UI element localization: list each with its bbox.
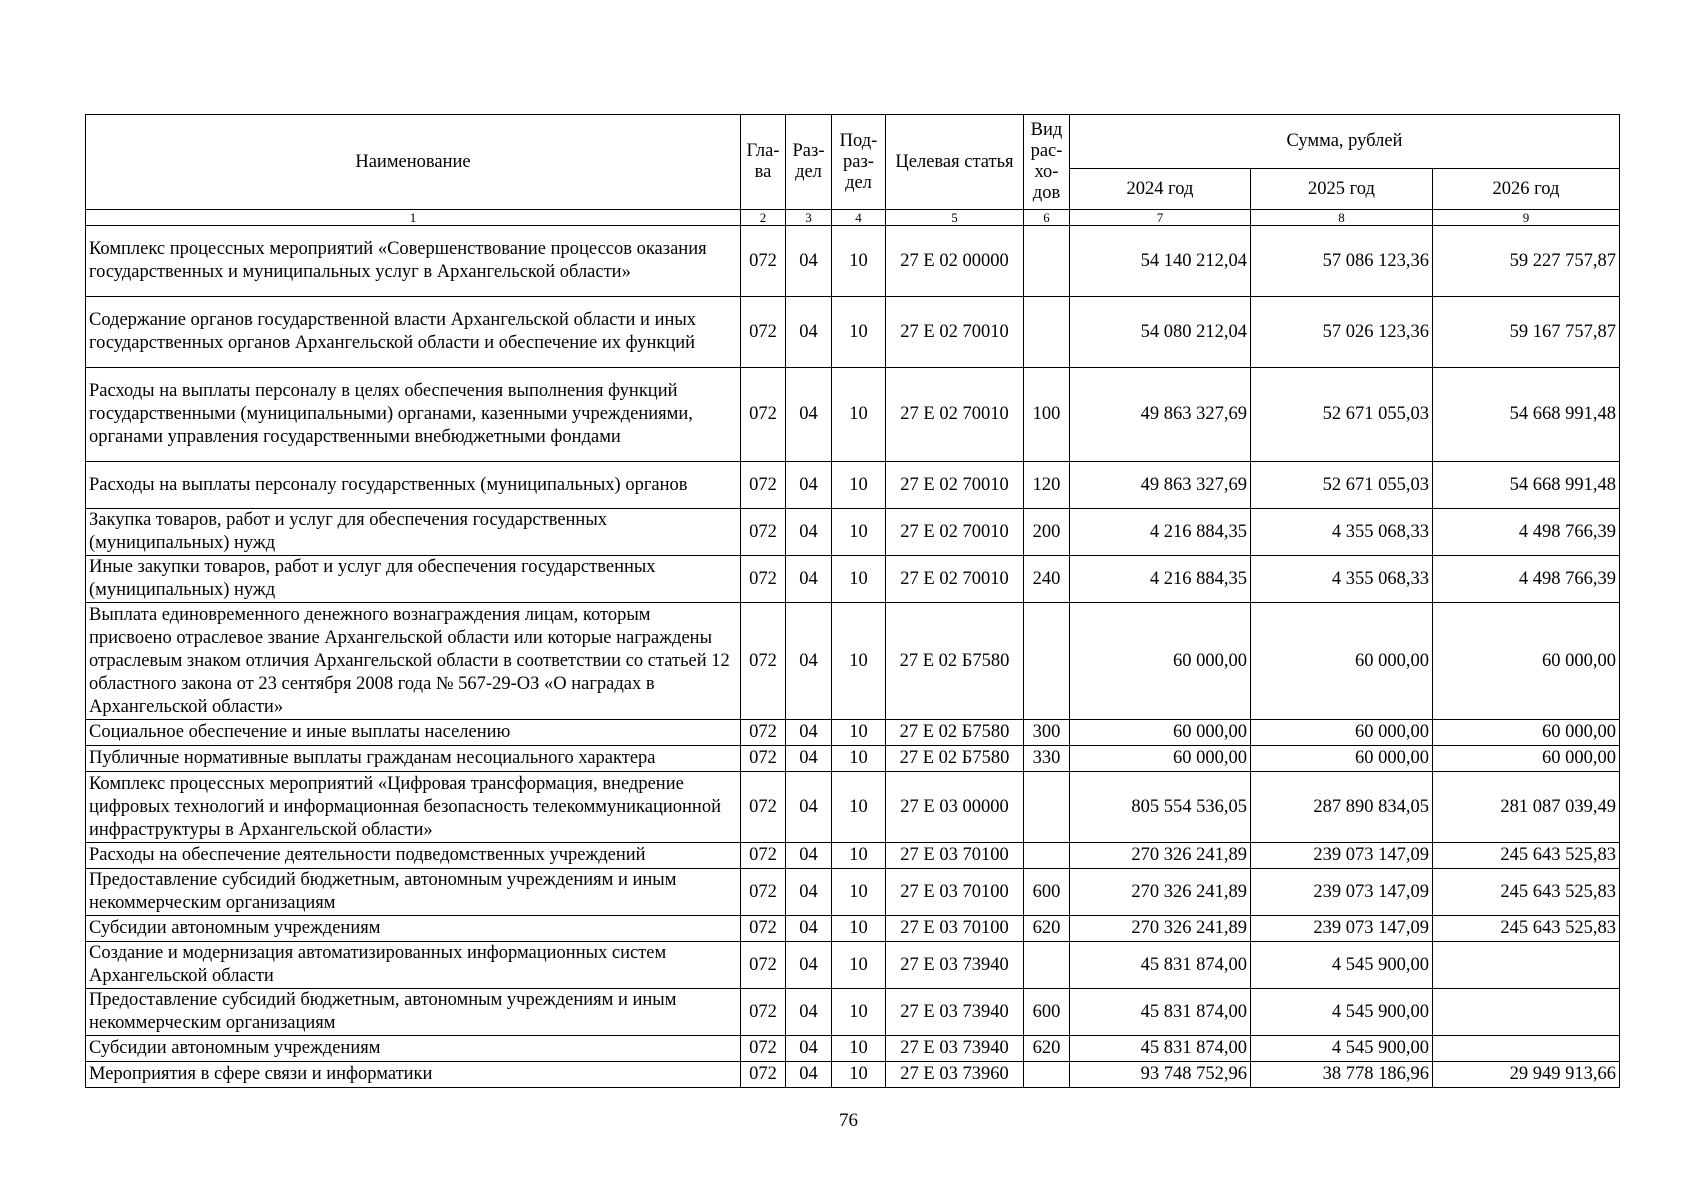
header-name: Наименование: [86, 115, 741, 210]
cell-amount-2026: 60 000,00: [1433, 746, 1620, 772]
cell-chapter: 072: [741, 556, 786, 603]
cell-expense-type: 620: [1024, 916, 1070, 942]
cell-target-article: 27 Е 02 Б7580: [886, 720, 1024, 746]
cell-chapter: 072: [741, 462, 786, 509]
cell-section: 04: [786, 772, 832, 843]
header-section: [786, 115, 832, 210]
cell-target-article: 27 Е 03 70100: [886, 869, 1024, 916]
cell-section: 04: [786, 843, 832, 869]
table-row: [86, 1062, 1620, 1088]
cell-subsection: 10: [832, 869, 886, 916]
cell-amount-2026: [1433, 1036, 1620, 1062]
table-row: [86, 509, 1620, 556]
cell-expense-type: 330: [1024, 746, 1070, 772]
cell-amount-2025: 38 778 186,96: [1251, 1062, 1433, 1088]
cell-amount-2024: 45 831 874,00: [1070, 989, 1251, 1036]
cell-chapter: 072: [741, 603, 786, 720]
table-row: [86, 869, 1620, 916]
cell-target-article: 27 Е 03 70100: [886, 916, 1024, 942]
column-number: 8: [1251, 210, 1433, 226]
header-year-2025: 2025 год: [1251, 169, 1433, 210]
cell-subsection: 10: [832, 603, 886, 720]
cell-name: Закупка товаров, работ и услуг для обеспечения государственных (муниципальных) нужд: [86, 509, 741, 556]
cell-amount-2025: 57 086 123,36: [1251, 226, 1433, 297]
header-expense-type: [1024, 115, 1070, 210]
cell-amount-2025: 4 355 068,33: [1251, 556, 1433, 603]
cell-name: Расходы на обеспечение деятельности подведомственных учреждений: [86, 843, 741, 869]
cell-section: 04: [786, 603, 832, 720]
cell-target-article: 27 Е 02 70010: [886, 462, 1024, 509]
cell-expense-type: [1024, 942, 1070, 989]
cell-amount-2024: 270 326 241,89: [1070, 843, 1251, 869]
cell-amount-2026: 4 498 766,39: [1433, 556, 1620, 603]
cell-subsection: 10: [832, 772, 886, 843]
table-row: [86, 989, 1620, 1036]
cell-name: Предоставление субсидий бюджетным, автономным учреждениям и иным некоммерческим организациям: [86, 869, 741, 916]
cell-amount-2026: 4 498 766,39: [1433, 509, 1620, 556]
cell-chapter: 072: [741, 869, 786, 916]
header-target-article: Целевая статья: [886, 115, 1024, 210]
cell-chapter: 072: [741, 368, 786, 462]
table-row: [86, 843, 1620, 869]
cell-expense-type: [1024, 843, 1070, 869]
cell-target-article: 27 Е 02 70010: [886, 368, 1024, 462]
cell-amount-2024: 60 000,00: [1070, 603, 1251, 720]
header-section-text: Раз- дел: [792, 141, 825, 182]
table-row: [86, 226, 1620, 297]
cell-amount-2024: 270 326 241,89: [1070, 916, 1251, 942]
cell-amount-2026: 245 643 525,83: [1433, 869, 1620, 916]
cell-amount-2025: 52 671 055,03: [1251, 462, 1433, 509]
cell-section: 04: [786, 1062, 832, 1088]
cell-section: 04: [786, 556, 832, 603]
table-row: [86, 772, 1620, 843]
cell-amount-2026: 54 668 991,48: [1433, 462, 1620, 509]
cell-amount-2025: 4 545 900,00: [1251, 989, 1433, 1036]
column-number: 5: [886, 210, 1024, 226]
cell-amount-2026: 245 643 525,83: [1433, 843, 1620, 869]
cell-expense-type: 120: [1024, 462, 1070, 509]
cell-chapter: 072: [741, 720, 786, 746]
cell-amount-2026: 59 167 757,87: [1433, 297, 1620, 368]
cell-expense-type: 600: [1024, 989, 1070, 1036]
cell-amount-2026: 60 000,00: [1433, 603, 1620, 720]
cell-expense-type: 100: [1024, 368, 1070, 462]
cell-chapter: 072: [741, 1036, 786, 1062]
cell-subsection: 10: [832, 843, 886, 869]
cell-amount-2026: 59 227 757,87: [1433, 226, 1620, 297]
cell-amount-2026: 54 668 991,48: [1433, 368, 1620, 462]
cell-expense-type: [1024, 226, 1070, 297]
table-row: [86, 916, 1620, 942]
cell-name: Расходы на выплаты персоналу государственных (муниципальных) органов: [86, 462, 741, 509]
column-number: 6: [1024, 210, 1070, 226]
cell-target-article: 27 Е 03 73940: [886, 942, 1024, 989]
cell-amount-2024: 805 554 536,05: [1070, 772, 1251, 843]
cell-section: 04: [786, 509, 832, 556]
cell-amount-2024: 4 216 884,35: [1070, 556, 1251, 603]
table-body: [86, 226, 1620, 1088]
cell-amount-2024: 60 000,00: [1070, 720, 1251, 746]
cell-section: 04: [786, 916, 832, 942]
cell-expense-type: 600: [1024, 869, 1070, 916]
table-row: [86, 1036, 1620, 1062]
cell-amount-2025: 287 890 834,05: [1251, 772, 1433, 843]
cell-amount-2025: 52 671 055,03: [1251, 368, 1433, 462]
cell-expense-type: [1024, 297, 1070, 368]
cell-subsection: 10: [832, 1062, 886, 1088]
table-row: [86, 746, 1620, 772]
cell-subsection: 10: [832, 720, 886, 746]
table-row: [86, 942, 1620, 989]
cell-chapter: 072: [741, 772, 786, 843]
cell-amount-2024: 4 216 884,35: [1070, 509, 1251, 556]
cell-subsection: 10: [832, 916, 886, 942]
cell-name: Мероприятия в сфере связи и информатики: [86, 1062, 741, 1088]
header-subsection: [832, 115, 886, 210]
header-sum: Сумма, рублей: [1070, 115, 1620, 169]
cell-target-article: 27 Е 03 73940: [886, 989, 1024, 1036]
table-row: [86, 368, 1620, 462]
cell-chapter: 072: [741, 226, 786, 297]
cell-chapter: 072: [741, 989, 786, 1036]
cell-expense-type: 620: [1024, 1036, 1070, 1062]
cell-amount-2024: 54 080 212,04: [1070, 297, 1251, 368]
cell-target-article: 27 Е 02 00000: [886, 226, 1024, 297]
cell-target-article: 27 Е 02 70010: [886, 556, 1024, 603]
cell-target-article: 27 Е 02 70010: [886, 297, 1024, 368]
cell-target-article: 27 Е 03 70100: [886, 843, 1024, 869]
column-number: 3: [786, 210, 832, 226]
cell-subsection: 10: [832, 509, 886, 556]
cell-subsection: 10: [832, 297, 886, 368]
cell-subsection: 10: [832, 462, 886, 509]
cell-amount-2025: 4 545 900,00: [1251, 942, 1433, 989]
cell-subsection: 10: [832, 942, 886, 989]
cell-subsection: 10: [832, 556, 886, 603]
cell-target-article: 27 Е 02 70010: [886, 509, 1024, 556]
header-expense-type-text: Вид рас- хо- дов: [1030, 120, 1063, 203]
column-number: 9: [1433, 210, 1620, 226]
cell-name: Субсидии автономным учреждениям: [86, 1036, 741, 1062]
column-number: 4: [832, 210, 886, 226]
header-year-2026: 2026 год: [1433, 169, 1620, 210]
cell-subsection: 10: [832, 1036, 886, 1062]
cell-target-article: 27 Е 03 73960: [886, 1062, 1024, 1088]
cell-expense-type: [1024, 772, 1070, 843]
cell-amount-2024: 49 863 327,69: [1070, 462, 1251, 509]
table-row: [86, 462, 1620, 509]
cell-target-article: 27 Е 02 Б7580: [886, 603, 1024, 720]
page-number: 76: [839, 1110, 858, 1131]
cell-chapter: 072: [741, 746, 786, 772]
cell-amount-2025: 60 000,00: [1251, 603, 1433, 720]
cell-name: Публичные нормативные выплаты гражданам несоциального характера: [86, 746, 741, 772]
table-row: [86, 720, 1620, 746]
cell-name: Комплекс процессных мероприятий «Совершенствование процессов оказания государственных и муниципальных услуг в Архангельской области»: [86, 226, 741, 297]
cell-subsection: 10: [832, 368, 886, 462]
cell-amount-2025: 57 026 123,36: [1251, 297, 1433, 368]
cell-section: 04: [786, 989, 832, 1036]
table-row: [86, 556, 1620, 603]
cell-amount-2024: 45 831 874,00: [1070, 942, 1251, 989]
cell-amount-2026: 281 087 039,49: [1433, 772, 1620, 843]
cell-amount-2024: 54 140 212,04: [1070, 226, 1251, 297]
cell-section: 04: [786, 226, 832, 297]
cell-amount-2025: 239 073 147,09: [1251, 843, 1433, 869]
cell-section: 04: [786, 297, 832, 368]
cell-expense-type: 200: [1024, 509, 1070, 556]
cell-name: Содержание органов государственной власти Архангельской области и иных государственных органов Архангельской области и обеспечение их функций: [86, 297, 741, 368]
table-row: [86, 297, 1620, 368]
cell-subsection: 10: [832, 226, 886, 297]
cell-amount-2026: 29 949 913,66: [1433, 1062, 1620, 1088]
cell-amount-2024: 270 326 241,89: [1070, 869, 1251, 916]
cell-amount-2026: [1433, 942, 1620, 989]
cell-chapter: 072: [741, 297, 786, 368]
cell-amount-2025: 239 073 147,09: [1251, 869, 1433, 916]
column-number: 2: [741, 210, 786, 226]
cell-expense-type: 240: [1024, 556, 1070, 603]
cell-amount-2026: 60 000,00: [1433, 720, 1620, 746]
cell-amount-2024: 49 863 327,69: [1070, 368, 1251, 462]
cell-chapter: 072: [741, 916, 786, 942]
cell-amount-2025: 60 000,00: [1251, 720, 1433, 746]
cell-expense-type: [1024, 603, 1070, 720]
cell-name: Создание и модернизация автоматизированных информационных систем Архангельской области: [86, 942, 741, 989]
cell-section: 04: [786, 368, 832, 462]
budget-table: [85, 114, 1620, 1088]
column-numbers-row: [86, 210, 1620, 226]
cell-name: Субсидии автономным учреждениям: [86, 916, 741, 942]
cell-amount-2024: 93 748 752,96: [1070, 1062, 1251, 1088]
cell-amount-2025: 60 000,00: [1251, 746, 1433, 772]
header-chapter: [741, 115, 786, 210]
cell-subsection: 10: [832, 989, 886, 1036]
cell-chapter: 072: [741, 843, 786, 869]
cell-chapter: 072: [741, 942, 786, 989]
cell-name: Иные закупки товаров, работ и услуг для обеспечения государственных (муниципальных) нужд: [86, 556, 741, 603]
cell-amount-2026: [1433, 989, 1620, 1036]
header-year-2024: 2024 год: [1070, 169, 1251, 210]
cell-section: 04: [786, 720, 832, 746]
cell-amount-2025: 4 545 900,00: [1251, 1036, 1433, 1062]
table-row: [86, 603, 1620, 720]
header-chapter-text: Гла- ва: [746, 141, 780, 182]
cell-chapter: 072: [741, 509, 786, 556]
cell-section: 04: [786, 462, 832, 509]
cell-section: 04: [786, 746, 832, 772]
cell-chapter: 072: [741, 1062, 786, 1088]
header-subsection-text: Под- раз- дел: [839, 130, 878, 193]
cell-section: 04: [786, 1036, 832, 1062]
cell-name: Предоставление субсидий бюджетным, автономным учреждениям и иным некоммерческим организациям: [86, 989, 741, 1036]
cell-section: 04: [786, 942, 832, 989]
cell-target-article: 27 Е 03 00000: [886, 772, 1024, 843]
cell-subsection: 10: [832, 746, 886, 772]
cell-name: Выплата единовременного денежного вознаграждения лицам, которым присвоено отраслевое звание Архангельской области или которые награждены отраслевым знаком отличия Архангельской области в соответствии со статьей 12 областного закона от 23 сентября 2008 года № 567-29-ОЗ «О наградах в Архангельской области»: [86, 603, 741, 720]
column-number: 7: [1070, 210, 1251, 226]
cell-name: Социальное обеспечение и иные выплаты населению: [86, 720, 741, 746]
cell-amount-2024: 60 000,00: [1070, 746, 1251, 772]
cell-target-article: 27 Е 02 Б7580: [886, 746, 1024, 772]
header-row: [86, 115, 1620, 169]
column-number: 1: [86, 210, 741, 226]
cell-amount-2025: 4 355 068,33: [1251, 509, 1433, 556]
cell-section: 04: [786, 869, 832, 916]
cell-amount-2025: 239 073 147,09: [1251, 916, 1433, 942]
cell-name: Комплекс процессных мероприятий «Цифровая трансформация, внедрение цифровых технологий и информационная безопасность телекоммуникационной инфраструктуры в Архангельской области»: [86, 772, 741, 843]
cell-name: Расходы на выплаты персоналу в целях обеспечения выполнения функций государственными (муниципальными) органами, казенными учреждениями, органами управления государственными внебюджетными фондами: [86, 368, 741, 462]
cell-target-article: 27 Е 03 73940: [886, 1036, 1024, 1062]
cell-amount-2024: 45 831 874,00: [1070, 1036, 1251, 1062]
cell-expense-type: [1024, 1062, 1070, 1088]
cell-expense-type: 300: [1024, 720, 1070, 746]
cell-amount-2026: 245 643 525,83: [1433, 916, 1620, 942]
